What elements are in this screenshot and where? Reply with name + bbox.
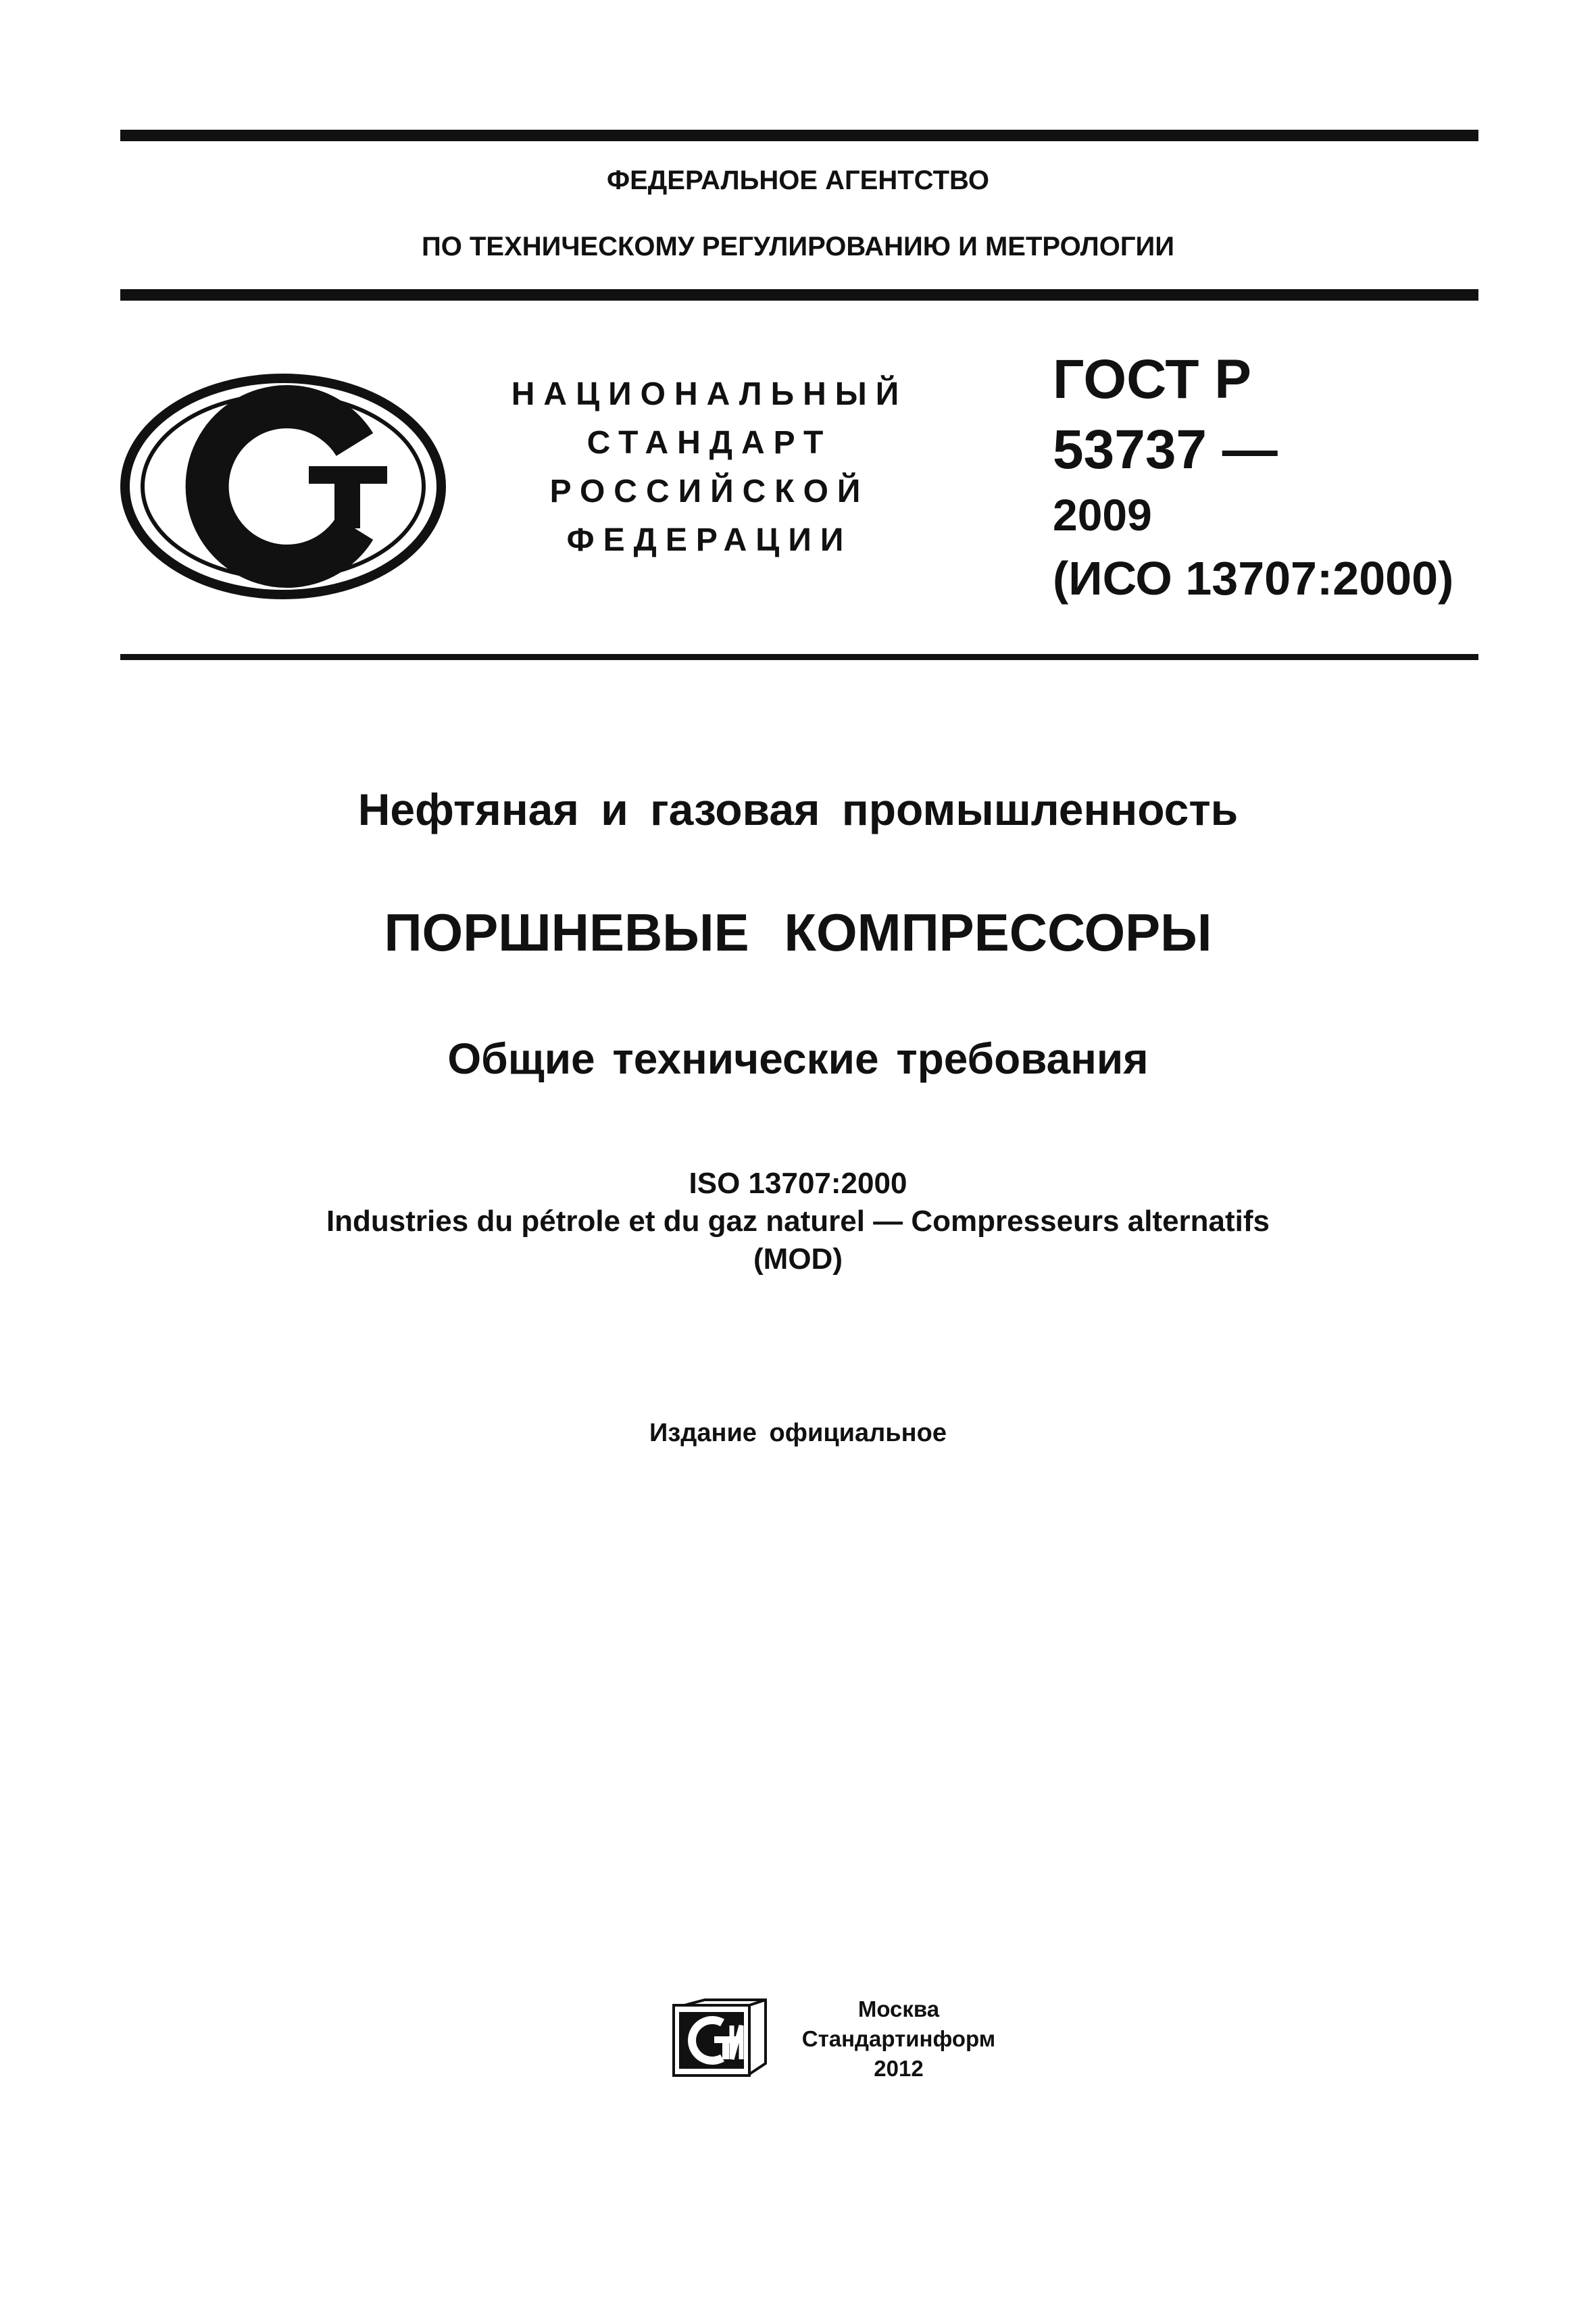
iso-modification: (MOD) — [753, 1242, 843, 1276]
subject-heading: Нефтяная и газовая промышленность — [357, 784, 1239, 834]
edition-note: Издание официальное — [649, 1419, 947, 1447]
designation-line-2: 53737 — — [1053, 419, 1278, 480]
publisher-name: Стандартинформ — [801, 2026, 996, 2051]
standard-designation — [1053, 345, 1453, 612]
top-rule — [120, 130, 1478, 141]
header-rule — [120, 289, 1478, 301]
document-subtitle: Общие технические требования — [447, 1034, 1149, 1083]
standard-type-line-4: ФЕДЕРАЦИИ — [566, 522, 853, 558]
rst-logo-icon — [120, 372, 447, 601]
standard-type-line-3: РОССИЙСКОЙ — [549, 474, 870, 509]
agency-name-line-1: ФЕДЕРАЛЬНОЕ АГЕНТСТВО — [606, 166, 990, 195]
publisher-block — [770, 1994, 1027, 2084]
designation-line-3: 2009 — [1053, 490, 1152, 540]
agency-name-line-2: ПО ТЕХНИЧЕСКОМУ РЕГУЛИРОВАНИЮ И МЕТРОЛОГИИ — [421, 232, 1175, 261]
iso-title: Industries du pétrole et du gaz naturel — Compresseurs alternatifs — [326, 1205, 1270, 1238]
publisher-city: Москва — [857, 1996, 940, 2021]
publication-year: 2012 — [874, 2056, 924, 2081]
standard-type-block — [473, 370, 946, 565]
designation-line-4: (ИСО 13707:2000) — [1053, 552, 1454, 605]
designation-line-1: ГОСТ Р — [1053, 349, 1251, 410]
iso-code: ISO 13707:2000 — [689, 1167, 907, 1200]
standard-type-line-2: СТАНДАРТ — [587, 425, 832, 461]
standard-type-line-1: НАЦИОНАЛЬНЫЙ — [511, 376, 908, 412]
designation-rule — [120, 654, 1478, 660]
document-title: ПОРШНЕВЫЕ КОМПРЕССОРЫ — [384, 903, 1212, 962]
standartinform-logo-icon — [672, 1998, 767, 2077]
